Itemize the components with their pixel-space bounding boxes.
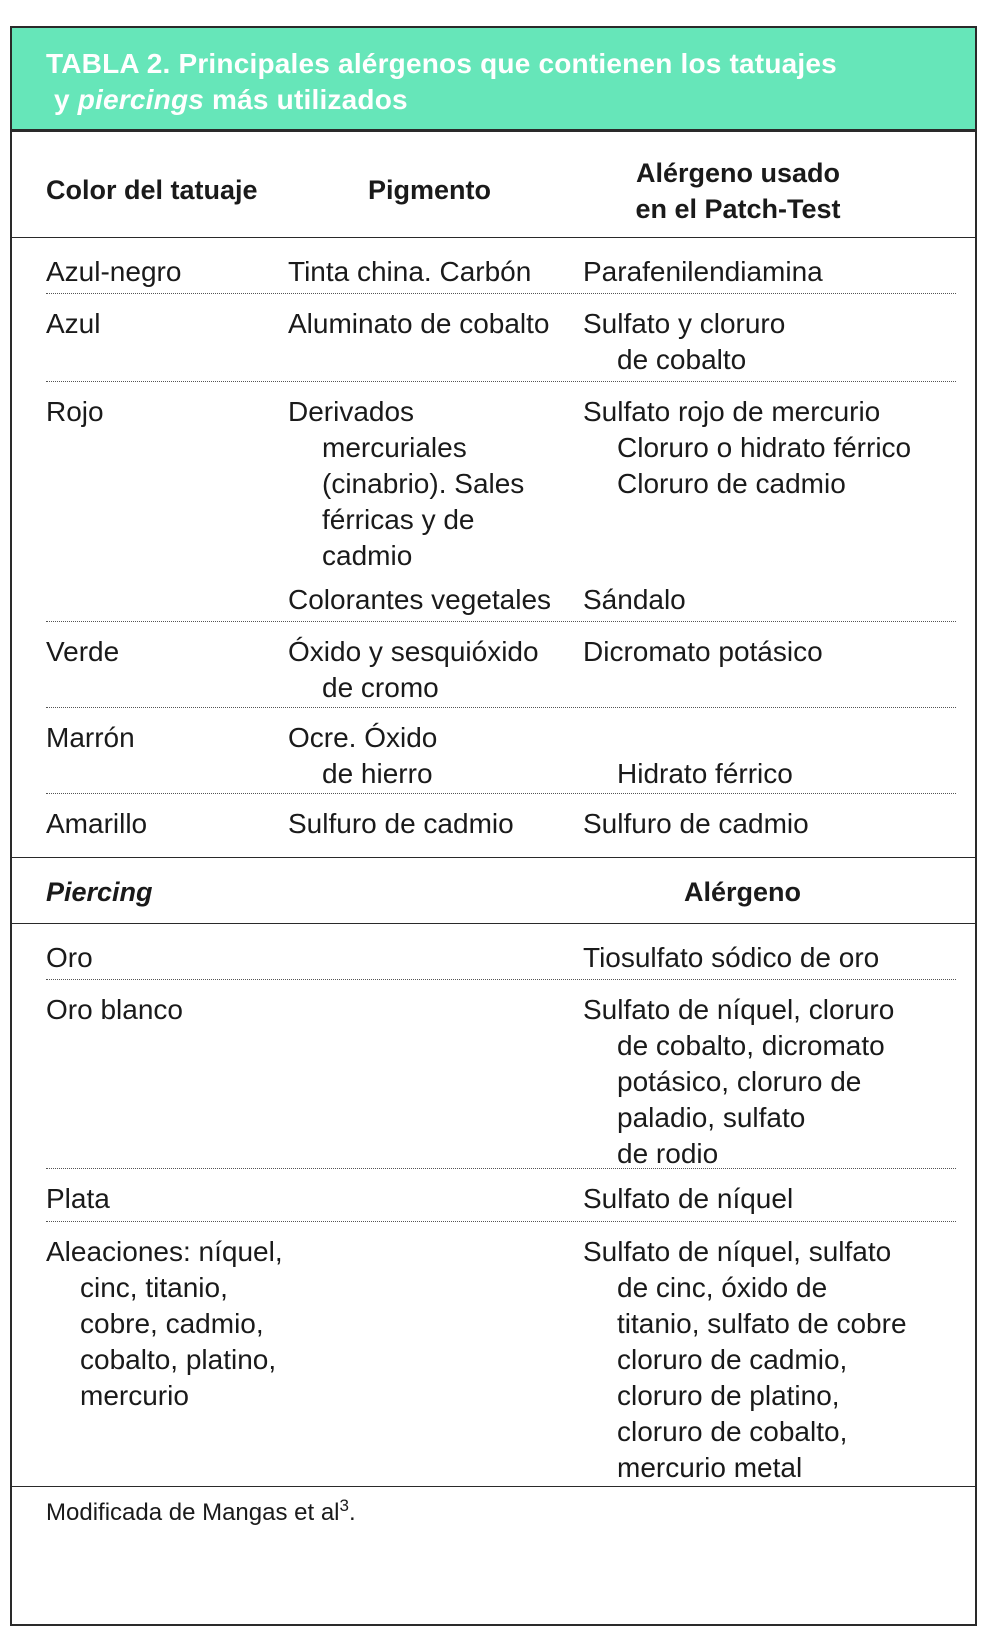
cell-piercing-alergeno xyxy=(583,992,894,1172)
cell-pigmento-line: mercuriales xyxy=(322,432,467,463)
cell-material-line: Plata xyxy=(46,1183,110,1214)
cell-piercing-alergeno-line: cloruro de cadmio, xyxy=(617,1344,848,1375)
footnote-end: . xyxy=(348,1499,356,1526)
cell-piercing-alergeno xyxy=(583,1234,907,1486)
cell-alergeno-line: Sulfuro de cadmio xyxy=(583,808,809,839)
section-rule-bottom xyxy=(12,923,975,924)
cell-piercing-alergeno-line: de rodio xyxy=(617,1138,719,1169)
cell-color-line: Amarillo xyxy=(46,808,148,839)
title-suffix: más utilizados xyxy=(212,84,408,115)
title-y: y xyxy=(53,84,70,115)
cell-color-line: Rojo xyxy=(46,396,104,427)
cell-piercing-alergeno-line: de cobalto, dicromato xyxy=(617,1030,885,1061)
cell-pigmento xyxy=(288,254,531,290)
cell-piercing-alergeno-line: de cinc, óxido de xyxy=(617,1272,828,1303)
cell-material-line: Oro xyxy=(46,942,93,973)
cell-pigmento-line: Tinta china. Carbón xyxy=(288,256,532,287)
table-frame xyxy=(10,26,977,1626)
cell-pigmento-line: cadmio xyxy=(322,540,413,571)
cell-pigmento xyxy=(288,394,524,574)
cell-alergeno-line: Cloruro o hidrato férrico xyxy=(617,432,912,463)
header-rule xyxy=(12,237,975,238)
cell-piercing-alergeno-line: mercurio metal xyxy=(617,1452,803,1483)
cell-pigmento-line: Aluminato de cobalto xyxy=(288,308,550,339)
cell-alergeno xyxy=(583,254,823,290)
row-divider xyxy=(46,793,956,794)
cell-pigmento xyxy=(288,720,437,792)
row-divider xyxy=(46,979,956,980)
cell-piercing-alergeno-line: Sulfato de níquel xyxy=(583,1183,794,1214)
cell-material xyxy=(46,940,93,976)
cell-piercing-alergeno-line: Sulfato de níquel, cloruro xyxy=(583,994,895,1025)
header-alergeno xyxy=(618,155,858,227)
cell-material xyxy=(46,1181,110,1217)
cell-piercing-alergeno-line: Sulfato de níquel, sulfato xyxy=(583,1236,892,1267)
cell-material-line: cobre, cadmio, xyxy=(80,1308,264,1339)
cell-alergeno-line xyxy=(583,720,793,756)
cell-alergeno-line: Parafenilendiamina xyxy=(583,256,823,287)
header-color: Color del tatuaje xyxy=(46,175,258,205)
cell-piercing-alergeno-line: potásico, cloruro de xyxy=(617,1066,862,1097)
section-rule-top xyxy=(12,857,975,858)
cell-piercing-alergeno-line: Tiosulfato sódico de oro xyxy=(583,942,880,973)
cell-pigmento-line: de hierro xyxy=(322,758,433,789)
cell-alergeno xyxy=(583,634,823,670)
cell-color xyxy=(46,306,100,342)
header-alergeno-line2: en el Patch-Test xyxy=(635,194,841,224)
cell-pigmento xyxy=(288,582,551,618)
cell-piercing-alergeno-line: paladio, sulfato xyxy=(617,1102,806,1133)
cell-alergeno-line: Sulfato y cloruro xyxy=(583,308,786,339)
cell-color xyxy=(46,806,147,842)
cell-pigmento-line: de cromo xyxy=(322,672,439,703)
cell-color xyxy=(46,394,104,430)
cell-alergeno-line: Dicromato potásico xyxy=(583,636,823,667)
cell-pigmento-line: (cinabrio). Sales xyxy=(322,468,525,499)
cell-color xyxy=(46,254,181,290)
cell-color-line: Azul-negro xyxy=(46,256,182,287)
cell-alergeno-line: Sulfato rojo de mercurio xyxy=(583,396,881,427)
cell-pigmento xyxy=(288,306,550,342)
footnote-ref: 3 xyxy=(339,1496,349,1515)
table-title-bar xyxy=(12,28,975,132)
cell-pigmento-line: Óxido y sesquióxido xyxy=(288,636,539,667)
title-italic: piercings xyxy=(77,84,205,115)
row-divider xyxy=(46,707,956,708)
cell-alergeno xyxy=(583,394,911,502)
cell-piercing-alergeno-line: cloruro de platino, xyxy=(617,1380,840,1411)
cell-alergeno xyxy=(583,306,785,378)
table-title xyxy=(46,46,837,118)
cell-material-line: mercurio xyxy=(80,1380,189,1411)
footnote xyxy=(46,1490,356,1529)
cell-material-line: Oro blanco xyxy=(46,994,183,1025)
cell-alergeno xyxy=(583,720,793,792)
cell-pigmento-line: férricas y de xyxy=(322,504,475,535)
row-divider xyxy=(46,1168,956,1169)
row-divider xyxy=(46,621,956,622)
cell-material-line: Aleaciones: níquel, xyxy=(46,1236,283,1267)
row-divider xyxy=(46,293,956,294)
header-piercing-alergeno: Alérgeno xyxy=(684,877,802,907)
cell-piercing-alergeno xyxy=(583,1181,793,1217)
cell-material xyxy=(46,1234,283,1414)
cell-piercing-alergeno xyxy=(583,940,879,976)
cell-color-line: Verde xyxy=(46,636,120,667)
footnote-text: Modificada de Mangas et al xyxy=(46,1499,340,1526)
cell-pigmento xyxy=(288,634,539,706)
cell-material-line: cobalto, platino, xyxy=(80,1344,277,1375)
footer-rule xyxy=(12,1486,975,1487)
cell-material xyxy=(46,992,183,1028)
cell-color xyxy=(46,634,119,670)
cell-pigmento-line: Ocre. Óxido xyxy=(288,722,438,753)
header-pigmento: Pigmento xyxy=(368,175,492,205)
header-alergeno-line1: Alérgeno usado xyxy=(635,158,841,188)
cell-piercing-alergeno-line: cloruro de cobalto, xyxy=(617,1416,848,1447)
cell-color-line: Marrón xyxy=(46,722,135,753)
cell-piercing-alergeno-line: titanio, sulfato de cobre xyxy=(617,1308,907,1339)
cell-alergeno-line: Cloruro de cadmio xyxy=(617,468,846,499)
row-divider xyxy=(46,381,956,382)
cell-alergeno-line: Sándalo xyxy=(583,584,686,615)
cell-color-line: Azul xyxy=(46,308,101,339)
cell-alergeno-line: de cobalto xyxy=(617,344,747,375)
header-piercing: Piercing xyxy=(46,877,153,907)
cell-pigmento-line: Sulfuro de cadmio xyxy=(288,808,514,839)
cell-pigmento-line: Colorantes vegetales xyxy=(288,584,552,615)
cell-pigmento xyxy=(288,806,514,842)
cell-alergeno xyxy=(583,582,686,618)
row-divider xyxy=(46,1221,956,1222)
cell-alergeno-line: Hidrato férrico xyxy=(617,758,793,789)
cell-color xyxy=(46,720,135,756)
cell-material-line: cinc, titanio, xyxy=(80,1272,228,1303)
cell-pigmento-line: Derivados xyxy=(288,396,415,427)
title-line-1: TABLA 2. Principales alérgenos que contienen los tatuajes xyxy=(46,48,837,79)
cell-alergeno xyxy=(583,806,809,842)
